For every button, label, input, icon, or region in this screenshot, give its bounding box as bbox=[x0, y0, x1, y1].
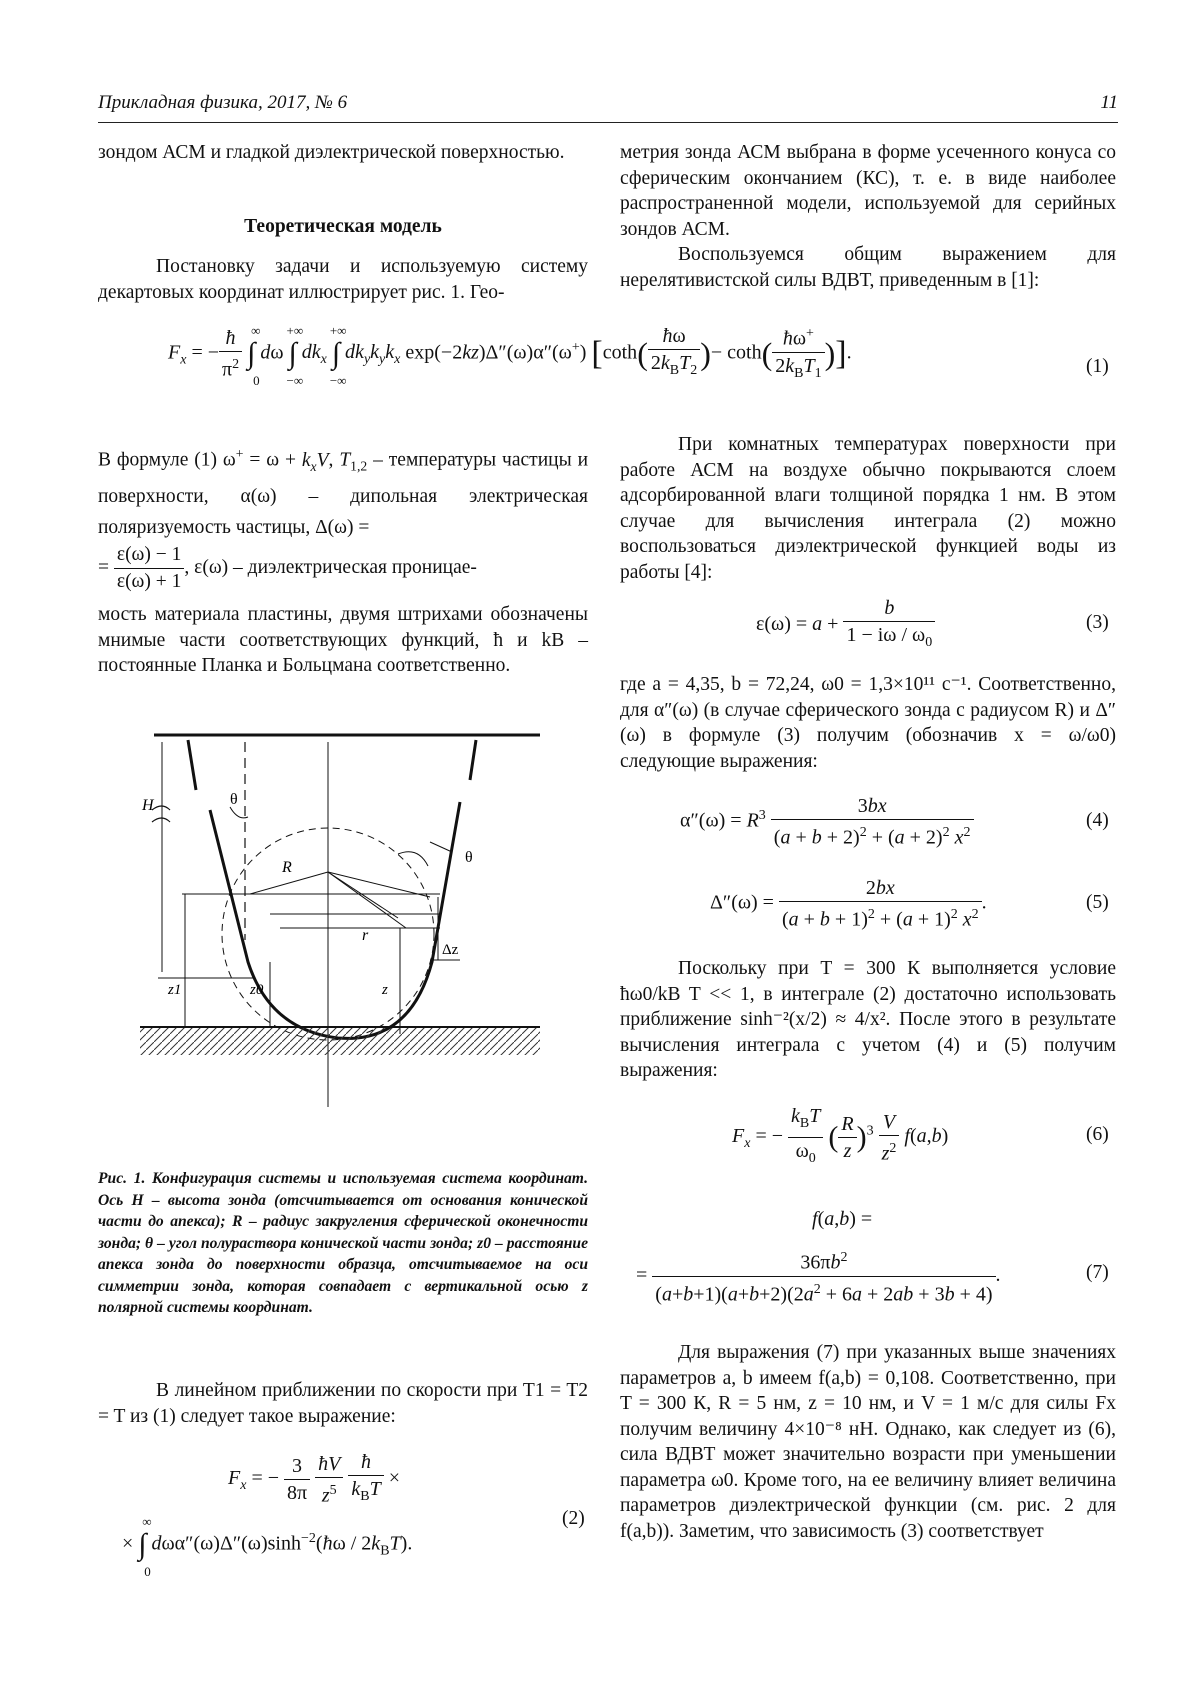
theta-angle-arc bbox=[398, 842, 452, 866]
r-line-3 bbox=[328, 872, 406, 928]
equation-2-number: (2) bbox=[562, 1508, 585, 1529]
equation-1-number: (1) bbox=[1086, 356, 1109, 377]
model-text: Постановку задачи и используемую систему декартовых координат иллюстрирует рис. 1. Гео- bbox=[98, 256, 588, 303]
approximation-paragraph bbox=[620, 956, 1116, 1084]
r-line bbox=[328, 872, 398, 918]
equation-7-rhs: = $\frac{36\pi b^2}{(a+b+1)(a+b+2)(2a^2 + 6a + 2ab + 3b + 4)}$ . bbox=[636, 1246, 1001, 1306]
humidity-text: При комнатных температурах поверхности при работе АСМ на воздухе обычно покрываются слоем адсорбированной влаги толщиной порядка 1 нм. В этом случае для вычисления интеграла (2) можно воспользоваться диэлектрической функцией воды из работы [4]: bbox=[620, 434, 1116, 583]
journal-title: Прикладная физика, 2017, № 6 bbox=[98, 92, 348, 113]
equation-5-number: (5) bbox=[1086, 892, 1109, 913]
sample-surface-hatch bbox=[140, 1027, 540, 1055]
break-marks bbox=[152, 806, 170, 822]
intro-text: зондом АСМ и гладкой диэлектрической поверхностью. bbox=[98, 142, 565, 163]
equation-2-line-1: $F_x$ = − $\frac{3}{8\pi}$ $\frac{ħV}{z^5}$ $\frac{ħ}{k_BT}$ × bbox=[228, 1451, 400, 1507]
humidity-paragraph bbox=[620, 432, 1116, 585]
definitions-paragraph: В формуле (1) $\omega^+ = \omega + k_xV$, $T_{1,2}$ – температуры частицы и поверхности, α(ω) – дипольная электрическая поляризуемость частицы, Δ(ω) = = $\frac{\varepsilon(\omega) - 1}{\varepsilon(\omega) + 1}$ , ε(ω) – диэлектрическая проницае- bbox=[98, 446, 589, 593]
approximation-text: Поскольку при T = 300 К выполняется условие ħω0/kB T << 1, в интеграле (2) достаточно использовать приближение sinh⁻²(x/2) ≈ 4/x². После этого в результате вычисления интеграла с учетом (4) и (5) получим выражения: bbox=[620, 958, 1116, 1081]
label-R: R bbox=[282, 859, 292, 876]
parameters-text: где a = 4,35, b = 72,24, ω0 = 1,3×10¹¹ с⁻¹. Соответственно, для α″(ω) (в случае сферического зонда с радиусом R) и Δ″(ω) в формуле (3) получим (обозначив x = ω/ω0) следующие выражения: bbox=[620, 674, 1116, 772]
equation-6-number: (6) bbox=[1086, 1124, 1109, 1145]
label-theta: θ bbox=[230, 791, 238, 808]
figure-1 bbox=[130, 722, 550, 1152]
page-number: 11 bbox=[1100, 92, 1118, 113]
equation-1: $F_x$ = − $\frac{ħ}{\pi^2}$ ∫ ∞ 0 dω ∫ +∞ −∞ $dk_x$ ∫ +∞ −∞ $dk_yk_yk_x$ exp(−2kz)Δ″(ω)α″(ω+) [coth( $\frac{ħ\omega}{2k_BT_2}$ )− coth( $\frac{ħ\omega^+}{2k_BT_1}$ )]. bbox=[168, 322, 852, 388]
label-z0: z0 bbox=[250, 982, 264, 998]
label-z1: z1 bbox=[168, 982, 182, 998]
r-line-2 bbox=[328, 872, 430, 897]
geometry-text: метрия зонда АСМ выбрана в форме усеченного конуса со сферическим окончанием (КС), т. е. в виде наиболее распространенной модели, используемой для серийных зондов АСМ. bbox=[620, 142, 1116, 240]
equation-6: $F_x$ = − $\frac{k_BT}{\omega_0}$ ( $\frac{R}{z}$ )$^3$ $\frac{V}{z^2}$ f(a,b) bbox=[732, 1105, 949, 1166]
left-top-paragraph bbox=[98, 140, 588, 166]
result-paragraph bbox=[620, 1340, 1116, 1544]
equation-4: $\alpha''(\omega) = R^3$ $\frac{3bx}{(a + b + 2)^2 + (a + 2)^2 x^2}$ bbox=[680, 794, 974, 850]
section-heading: Теоретическая модель bbox=[244, 216, 442, 237]
equation-3: ε(ω) = a + $\frac{b}{1 - i\omega / \omega_0}$ bbox=[756, 596, 935, 655]
figure-caption: Рис. 1. Конфигурация системы и используемая система координат. Ось H – высота зонда (отсчитывается от основания конической части до апекса); R – радиус закругления сферической оконечности зонда; θ – угол полураствора конической части зонда; z0 – расстояние апекса зонда до поверхности образца, отсчитываемое на оси симметрии зонда, которая совпадает с вертикальной осью z полярной системы координат. bbox=[98, 1170, 588, 1316]
equation-2-line-2: × ∫ ∞ 0 $d\omega\alpha''(\omega)\Delta''(\omega)\sinh^{-2}(ħ\omega / 2k_BT)$. bbox=[122, 1514, 413, 1579]
result-text: Для выражения (7) при указанных выше значениях параметров a, b имеем f(a,b) = 0,108. Соответственно, при T = 300 К, R = 5 нм, z = 10 нм, и V = 1 м/с для силы Fx получим величину 4×10⁻⁸ нН. Однако, как следует из (6), сила ВДВТ может значительно возрасти при уменьшении параметра ω0. Кроме того, на ее величину влияет величина параметров диэлектрической функции (см. рис. 2 для f(a,b)). Заметим, что зависимость (3) соответствует bbox=[620, 1342, 1116, 1542]
equation-5: Δ″(ω) = $\frac{2bx}{(a + b + 1)^2 + (a + 1)^2 x^2}$ . bbox=[710, 877, 987, 931]
constants-text: мость материала пластины, двумя штрихами обозначены мнимые части соответствующих функций, ħ и kB – постоянные Планка и Больцмана соответственно. bbox=[98, 604, 588, 676]
label-theta-2: θ bbox=[465, 849, 473, 866]
label-z: z bbox=[382, 982, 388, 998]
label-r: r bbox=[362, 927, 369, 944]
equation-7-number: (7) bbox=[1086, 1262, 1109, 1283]
equation-7-lhs: f(a,b) = bbox=[812, 1208, 873, 1230]
linear-approx-text: В линейном приближении по скорости при T1 = T2 = T из (1) следует такое выражение: bbox=[98, 1380, 588, 1427]
linear-approx-paragraph bbox=[98, 1378, 588, 1429]
definitions-paragraph-2 bbox=[98, 602, 588, 679]
label-H: H bbox=[142, 797, 154, 814]
force-intro-text: Воспользуемся общим выражением для нерелятивистской силы ВДВТ, приведенным в [1]: bbox=[620, 244, 1116, 291]
right-top-paragraph bbox=[620, 140, 1116, 293]
probe-outline bbox=[188, 740, 476, 1038]
parameters-paragraph bbox=[620, 672, 1116, 774]
equation-3-number: (3) bbox=[1086, 612, 1109, 633]
running-header bbox=[98, 88, 1118, 123]
equation-4-number: (4) bbox=[1086, 810, 1109, 831]
label-dz: Δz bbox=[442, 942, 459, 958]
model-paragraph bbox=[98, 254, 588, 305]
